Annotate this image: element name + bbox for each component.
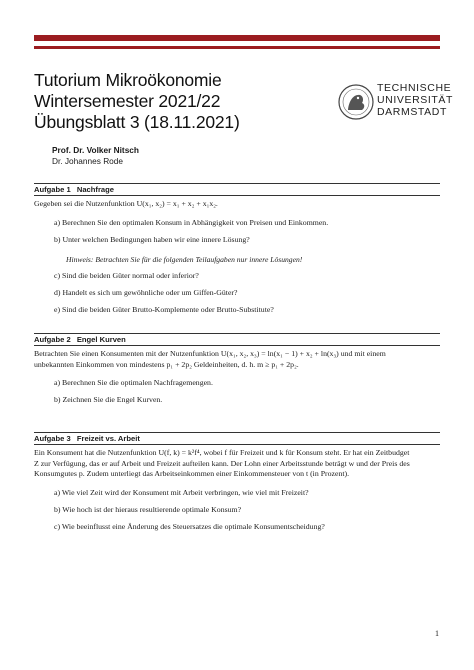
assistant-name: Dr. Johannes Rode (52, 156, 124, 166)
task-2-intro-line: Betrachten Sie einen Konsumenten mit der Nutzenfunktion U(x₁, x₂, x₃) = ln(x₁ − 1) + x₂ + ln(x₃) und mit einem (34, 349, 386, 358)
task-1-item-c: c) Sind die beiden Güter normal oder inferior? (54, 271, 199, 280)
title-line-sheet: Übungsblatt 3 (18.11.2021) (34, 112, 240, 132)
task-2-intro (34, 349, 440, 370)
title-line-course: Tutorium Mikroökonomie (34, 70, 222, 90)
task-title: Freizeit vs. Arbeit (76, 434, 140, 443)
logo-line: DARMSTADT (377, 106, 447, 118)
task-3-item-b: b) Wie hoch ist der hieraus resultierende optimale Konsum? (54, 505, 242, 514)
task-3-item-a: a) Wie viel Zeit wird der Konsument mit Arbeit verbringen, wie viel mit Freizeit? (54, 488, 309, 497)
task-3-item-c: c) Wie beeinflusst eine Änderung des Steuersatzes die optimale Konsumentscheidung? (54, 522, 325, 531)
task-3-intro-line: Ein Konsument hat die Nutzenfunktion U(f, k) = k²f⁴, wobei f für Freizeit und k für Konsum steht. Er hat ein Zeitbudget (34, 448, 410, 457)
title-line-semester: Wintersemester 2021/22 (34, 91, 221, 111)
task-1-header (34, 183, 440, 196)
task-3-intro-line: Z zur Verfügung, das er auf Arbeit und Freizeit aufteilen kann. Der Lohn einer Arbeitsstunde beträgt w und der Preis des (34, 458, 410, 468)
task-title: Engel Kurven (76, 335, 126, 344)
task-3-intro-line: Konsumgutes p. Zudem unterliegt das Arbeitseinkommen einer Einkommensteuer von t (in Prozent). (34, 469, 350, 479)
task-2-item-a: a) Berechnen Sie die optimalen Nachfragemengen. (54, 378, 213, 387)
task-1-intro: Gegeben sei die Nutzenfunktion U(x₁, x₂) = x₁ + x₂ + x₁x₂. (34, 199, 218, 208)
task-number: Aufgabe 3 (34, 434, 71, 443)
university-logo-text (377, 82, 453, 118)
task-title: Nachfrage (76, 185, 114, 194)
sheet-title (34, 70, 240, 133)
task-3-header (34, 432, 440, 445)
task-3-intro (34, 448, 440, 480)
task-2-header (34, 333, 440, 346)
logo-line: TECHNISCHE (377, 82, 452, 94)
task-number: Aufgabe 2 (34, 335, 71, 344)
task-1-item-e: e) Sind die beiden Güter Brutto-Komplemente oder Brutto-Substitute? (54, 305, 274, 314)
task-number: Aufgabe 1 (34, 185, 71, 194)
task-1-item-b: b) Unter welchen Bedingungen haben wir eine innere Lösung? (54, 235, 250, 244)
authors (52, 145, 139, 167)
header-bar-thin (34, 46, 440, 49)
logo-line: UNIVERSITÄT (377, 94, 454, 106)
page-number: 1 (435, 629, 439, 638)
header-bar-thick (34, 35, 440, 41)
task-2-intro-line: unbekannten Einkommen von mindestens p₁ + 2p₂ Geldeinheiten, d. h. m ≥ p₁ + 2p₂. (34, 359, 299, 369)
task-1-item-d: d) Handelt es sich um gewöhnliche oder um Giffen-Güter? (54, 288, 238, 297)
task-1-hint: Hinweis: Betrachten Sie für die folgenden Teilaufgaben nur innere Lösungen! (66, 255, 303, 264)
university-seal-icon (336, 82, 376, 122)
task-2-item-b: b) Zeichnen Sie die Engel Kurven. (54, 395, 163, 404)
professor-name: Prof. Dr. Volker Nitsch (52, 145, 139, 155)
task-1-item-a: a) Berechnen Sie den optimalen Konsum in Abhängigkeit von Preisen und Einkommen. (54, 218, 329, 227)
